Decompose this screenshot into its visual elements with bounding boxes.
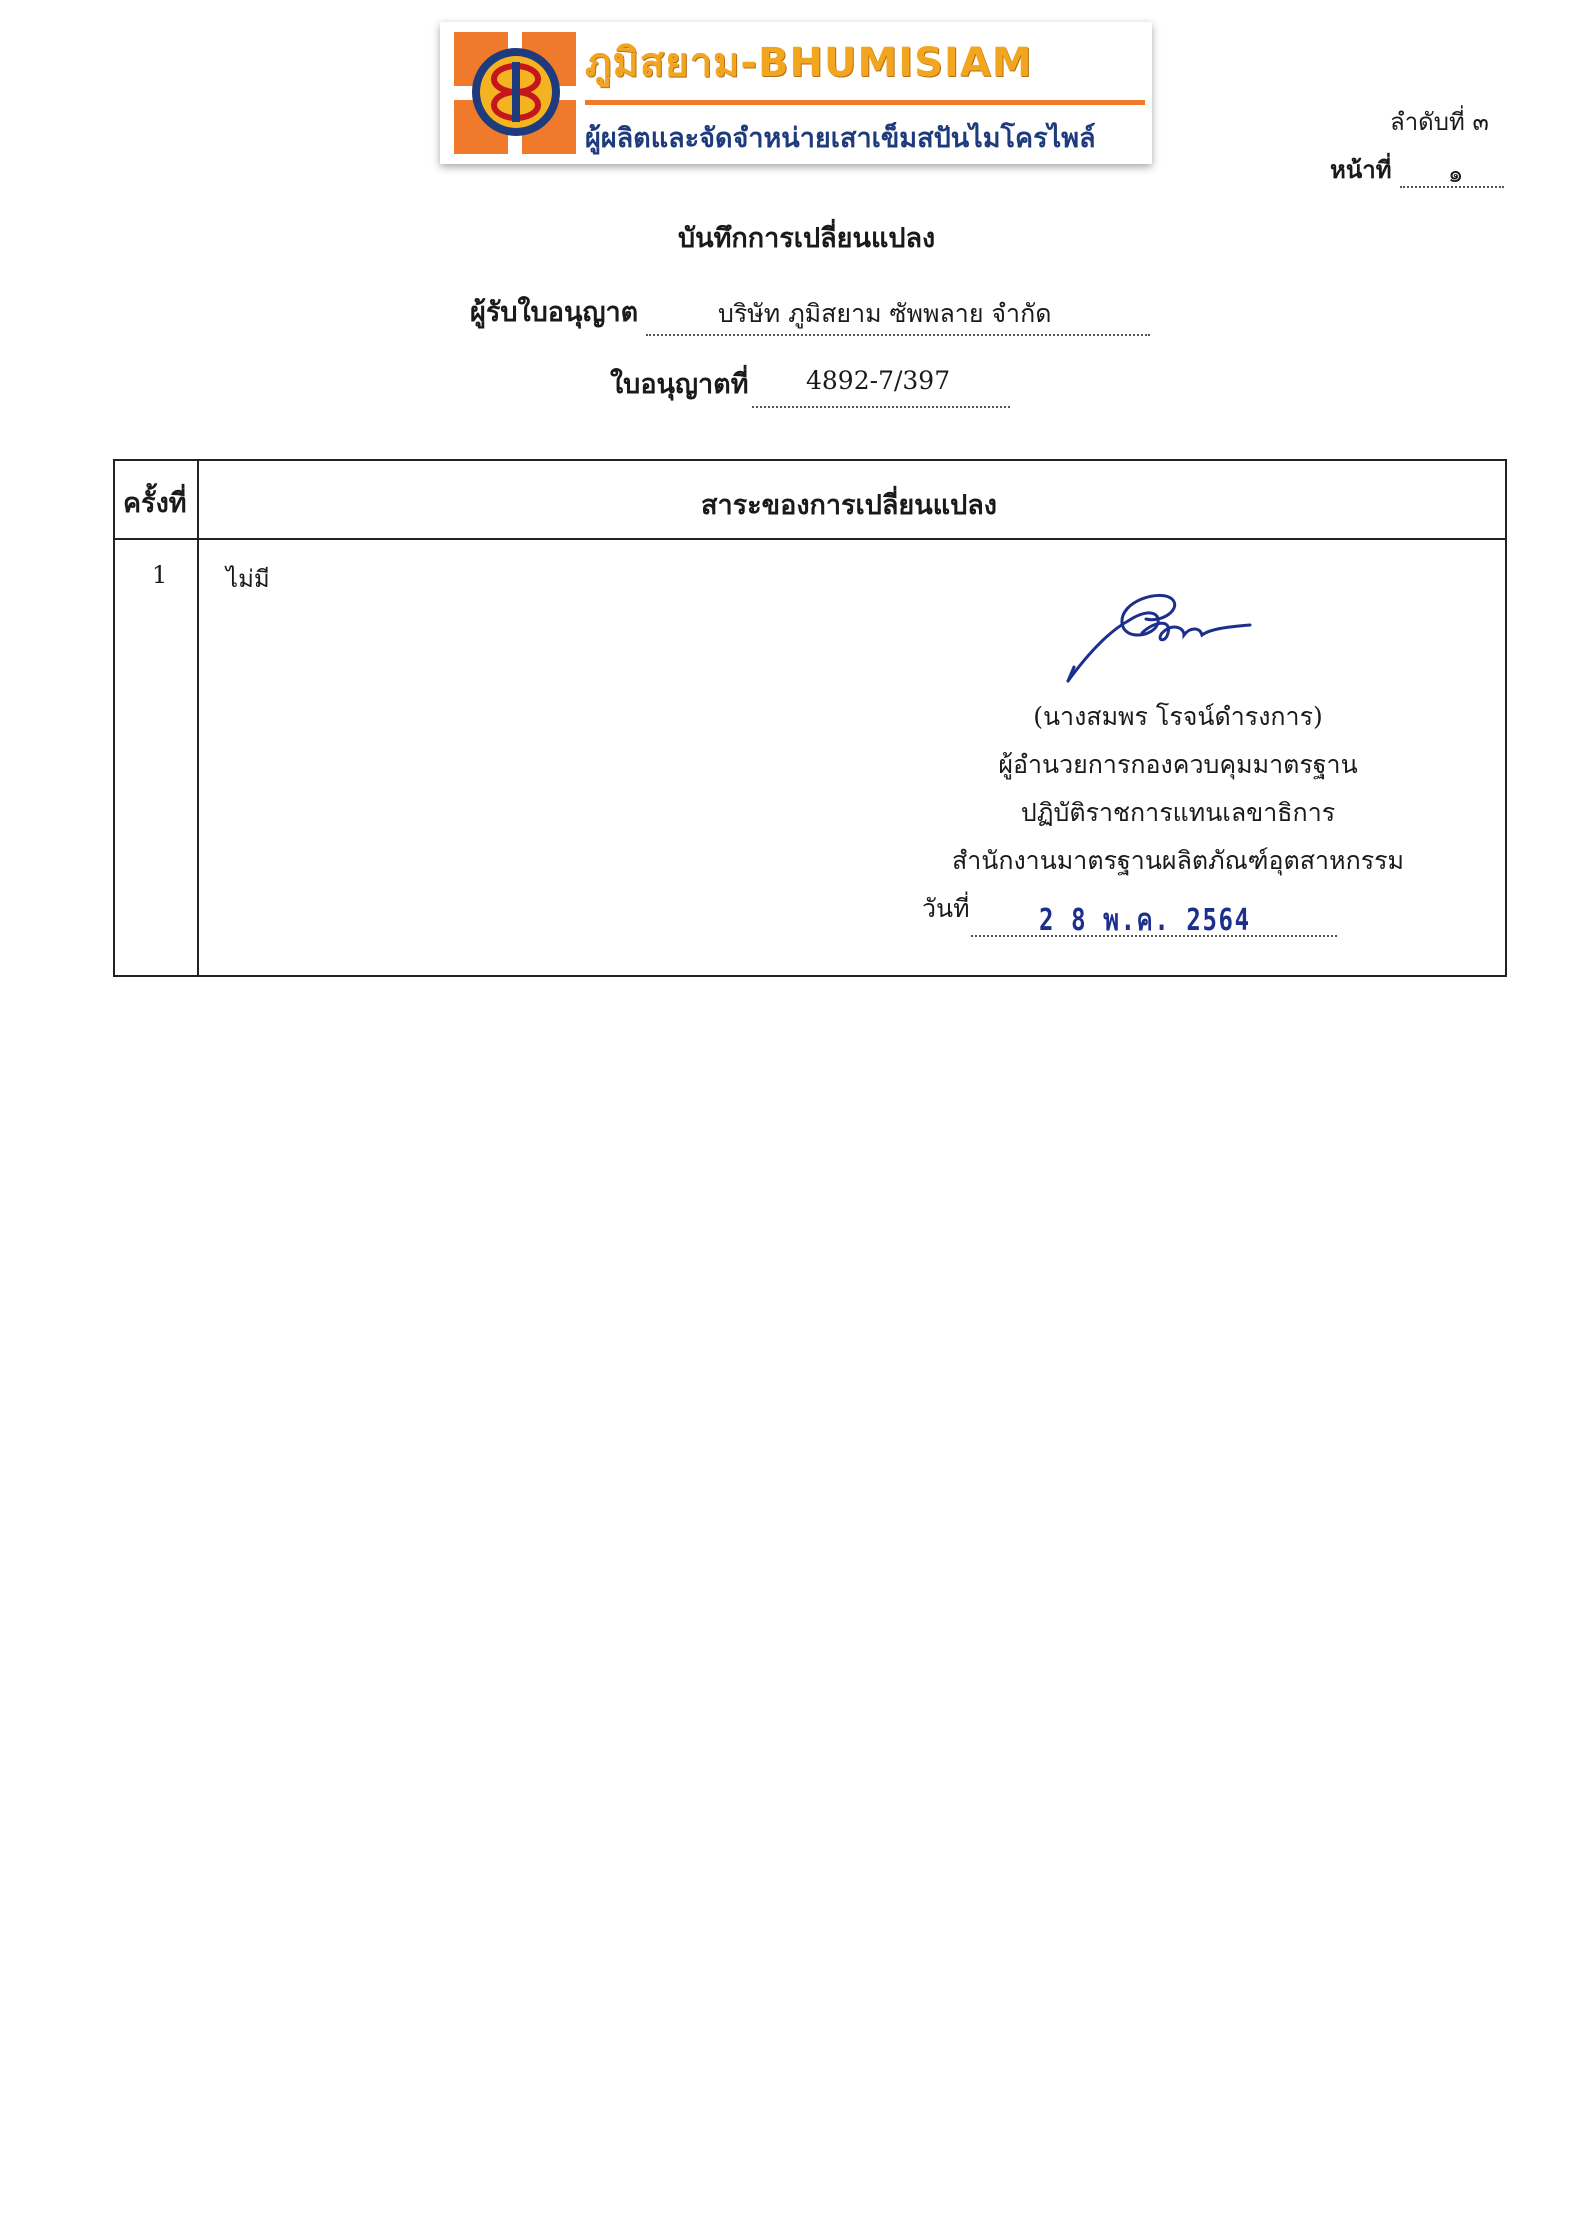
page-dotted-line bbox=[1400, 186, 1504, 188]
license-no-dotted-line bbox=[752, 406, 1010, 408]
company-emblem-icon bbox=[470, 46, 562, 138]
date-dotted-line bbox=[971, 935, 1337, 937]
row-no: 1 bbox=[152, 561, 168, 589]
header-divider bbox=[115, 538, 1505, 540]
document-title: บันทึกการเปลี่ยนแปลง bbox=[678, 223, 936, 254]
licensee-value: บริษัท ภูมิสยาม ซัพพลาย จำกัด bbox=[718, 299, 1052, 328]
signer-position-2: ปฏิบัติราชการแทนเลขาธิการ bbox=[1020, 798, 1336, 827]
signer-position-1: ผู้อำนวยการกองควบคุมมาตรฐาน bbox=[998, 750, 1358, 779]
signature-icon bbox=[1050, 571, 1370, 691]
page-value: ๑ bbox=[1448, 160, 1464, 188]
license-no-label: ใบอนุญาตที่ bbox=[610, 369, 749, 400]
column-header-no: ครั้งที่ bbox=[123, 488, 187, 519]
row-content: ไม่มี bbox=[226, 565, 270, 593]
brand-divider bbox=[585, 100, 1145, 105]
sequence-label: ลำดับที่ bbox=[1390, 108, 1465, 136]
brand-subtitle: ผู้ผลิตและจัดจำหน่ายเสาเข็มสปันไมโครไพล์ bbox=[585, 123, 1096, 154]
date-stamp: 2 8 พ.ค. 2564 bbox=[1039, 903, 1251, 938]
column-header-content: สาระของการเปลี่ยนแปลง bbox=[701, 490, 997, 521]
licensee-label: ผู้รับใบอนุญาต bbox=[470, 297, 639, 328]
change-record-table bbox=[113, 459, 1507, 977]
company-logo-banner bbox=[440, 22, 1152, 164]
sequence-line bbox=[1390, 102, 1489, 141]
signer-organization: สำนักงานมาตรฐานผลิตภัณฑ์อุตสาหกรรม bbox=[951, 846, 1405, 875]
licensee-dotted-line bbox=[646, 334, 1150, 336]
sequence-value: ๓ bbox=[1472, 108, 1489, 136]
license-no-value: 4892-7/397 bbox=[806, 366, 951, 395]
signer-name: (นางสมพร โรจน์ดำรงการ) bbox=[1033, 702, 1323, 731]
brand-title: ภูมิสยาม-BHUMISIAM bbox=[585, 40, 1033, 86]
page-label: หน้าที่ bbox=[1330, 155, 1392, 184]
date-label: วันที่ bbox=[922, 894, 970, 923]
